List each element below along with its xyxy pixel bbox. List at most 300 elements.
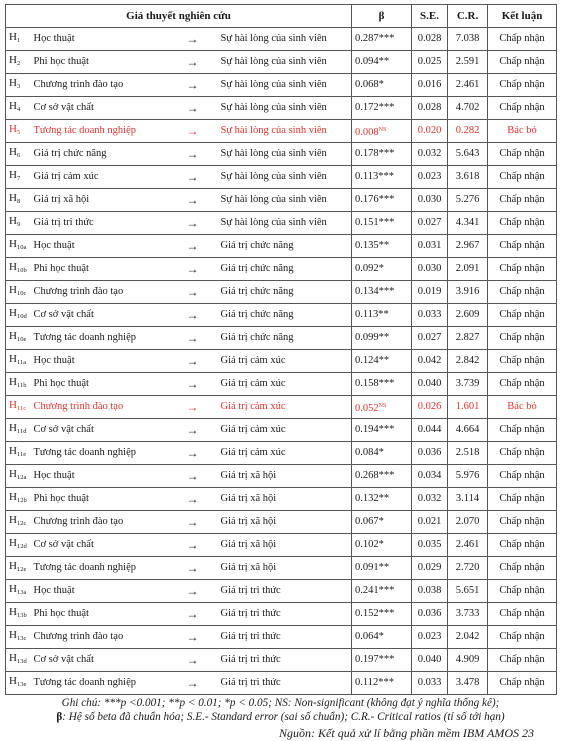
dependent-variable: Giá trị xã hội [217, 465, 352, 488]
hypothesis-letter: H [9, 652, 17, 664]
conclusion-value: Bác bỏ [488, 120, 557, 143]
beta-number: 0.152*** [355, 608, 395, 619]
dependent-variable: Giá trị xã hội [217, 534, 352, 557]
table-row [6, 51, 557, 74]
table-row [6, 580, 557, 603]
beta-number: 0.099** [355, 332, 390, 343]
header-se: S.E. [412, 5, 448, 28]
se-value: 0.025 [412, 51, 448, 74]
beta-number: 0.112*** [355, 677, 395, 688]
se-value: 0.027 [412, 212, 448, 235]
beta-value [352, 649, 412, 672]
se-value: 0.042 [412, 350, 448, 373]
cr-value: 2.827 [448, 327, 488, 350]
beta-value [352, 258, 412, 281]
arrow-right-icon: → [169, 120, 217, 143]
ns-marker: NS [378, 126, 387, 133]
cr-value: 5.651 [448, 580, 488, 603]
dependent-variable: Sự hài lòng của sinh viên [217, 97, 352, 120]
arrow-right-icon: → [169, 626, 217, 649]
conclusion-value: Chấp nhận [488, 74, 557, 97]
table-row [6, 350, 557, 373]
beta-number: 0.172*** [355, 102, 395, 113]
table-row [6, 143, 557, 166]
hypothesis-letter: H [9, 537, 17, 549]
table-row [6, 373, 557, 396]
dependent-variable: Sự hài lòng của sinh viên [217, 28, 352, 51]
arrow-right-icon: → [169, 235, 217, 258]
cr-value: 2.461 [448, 534, 488, 557]
beta-value [352, 488, 412, 511]
se-value: 0.019 [412, 281, 448, 304]
table-row [6, 419, 557, 442]
arrow-right-icon: → [169, 258, 217, 281]
dependent-variable: Giá trị xã hội [217, 511, 352, 534]
table-row [6, 120, 557, 143]
hypothesis-number: 11e [16, 451, 27, 458]
independent-variable: Tương tác doanh nghiệp [32, 672, 169, 695]
arrow-right-icon: → [169, 580, 217, 603]
beta-number: 0.084* [355, 447, 384, 458]
cr-value: 5.276 [448, 189, 488, 212]
table-body [6, 28, 557, 695]
hypothesis-number: 13b [16, 612, 27, 619]
se-value: 0.026 [412, 396, 448, 419]
table-row [6, 166, 557, 189]
arrow-right-icon: → [169, 465, 217, 488]
beta-value [352, 534, 412, 557]
table-row [6, 672, 557, 695]
beta-number: 0.194*** [355, 424, 395, 435]
beta-number: 0.176*** [355, 194, 395, 205]
hypothesis-letter: H [9, 422, 17, 434]
arrow-right-icon: → [169, 189, 217, 212]
independent-variable: Học thuật [32, 580, 169, 603]
hypothesis-number: 4 [16, 106, 21, 113]
arrow-right-icon: → [169, 488, 217, 511]
independent-variable: Tương tác doanh nghiệp [32, 327, 169, 350]
hypothesis-number: 6 [16, 152, 21, 159]
hypothesis-id [6, 580, 32, 603]
table-row [6, 557, 557, 580]
se-value: 0.034 [412, 465, 448, 488]
beta-number: 0.094** [355, 56, 390, 67]
dependent-variable: Sự hài lòng của sinh viên [217, 166, 352, 189]
beta-value [352, 281, 412, 304]
dependent-variable: Giá trị cảm xúc [217, 442, 352, 465]
independent-variable: Phi học thuật [32, 603, 169, 626]
conclusion-value: Chấp nhận [488, 534, 557, 557]
se-value: 0.036 [412, 603, 448, 626]
independent-variable: Giá trị tri thức [32, 212, 169, 235]
independent-variable: Học thuật [32, 28, 169, 51]
se-value: 0.032 [412, 488, 448, 511]
hypothesis-letter: H [9, 675, 17, 687]
header-conclusion: Kết luận [488, 5, 557, 28]
beta-number: 0.067* [355, 516, 384, 527]
dependent-variable: Giá trị chức năng [217, 281, 352, 304]
beta-value [352, 396, 412, 419]
conclusion-value: Chấp nhận [488, 28, 557, 51]
arrow-right-icon: → [169, 603, 217, 626]
table-row [6, 235, 557, 258]
hypothesis-id [6, 166, 32, 189]
conclusion-value: Chấp nhận [488, 281, 557, 304]
hypothesis-letter: H [9, 353, 17, 365]
arrow-right-icon: → [169, 557, 217, 580]
hypothesis-letter: H [9, 169, 17, 181]
hypothesis-number: 11c [16, 405, 27, 412]
dependent-variable: Sự hài lòng của sinh viên [217, 212, 352, 235]
hypothesis-id [6, 419, 32, 442]
table-row [6, 603, 557, 626]
hypothesis-id [6, 304, 32, 327]
beta-number: 0.113** [355, 309, 389, 320]
arrow-right-icon: → [169, 281, 217, 304]
se-value: 0.033 [412, 304, 448, 327]
hypothesis-id [6, 534, 32, 557]
hypothesis-letter: H [9, 54, 17, 66]
arrow-right-icon: → [169, 304, 217, 327]
se-value: 0.032 [412, 143, 448, 166]
hypothesis-letter: H [9, 445, 17, 457]
se-value: 0.020 [412, 120, 448, 143]
cr-value: 1.601 [448, 396, 488, 419]
beta-value [352, 557, 412, 580]
hypothesis-letter: H [9, 583, 17, 595]
hypothesis-letter: H [9, 192, 17, 204]
arrow-right-icon: → [169, 143, 217, 166]
cr-value: 2.842 [448, 350, 488, 373]
arrow-right-icon: → [169, 442, 217, 465]
beta-value [352, 580, 412, 603]
hypothesis-id [6, 603, 32, 626]
hypothesis-id [6, 97, 32, 120]
dependent-variable: Giá trị tri thức [217, 580, 352, 603]
table-row [6, 28, 557, 51]
hypothesis-number: 7 [16, 175, 21, 182]
beta-number: 0.158*** [355, 378, 395, 389]
cr-value: 3.733 [448, 603, 488, 626]
hypothesis-test-table [5, 4, 557, 695]
conclusion-value: Chấp nhận [488, 258, 557, 281]
conclusion-value: Chấp nhận [488, 649, 557, 672]
beta-number: 0.092* [355, 263, 384, 274]
independent-variable: Chương trình đào tạo [32, 626, 169, 649]
abbreviation-note [5, 710, 556, 724]
hypothesis-id [6, 28, 32, 51]
independent-variable: Phi học thuật [32, 258, 169, 281]
table-row [6, 304, 557, 327]
hypothesis-number: 3 [16, 83, 21, 90]
arrow-right-icon: → [169, 511, 217, 534]
independent-variable: Cơ sở vật chất [32, 419, 169, 442]
conclusion-value: Chấp nhận [488, 373, 557, 396]
hypothesis-id [6, 511, 32, 534]
cr-value: 5.643 [448, 143, 488, 166]
se-value: 0.029 [412, 557, 448, 580]
table-header-row [6, 5, 557, 28]
beta-value [352, 74, 412, 97]
beta-number: 0.068* [355, 79, 384, 90]
hypothesis-number: 13c [16, 635, 27, 642]
conclusion-value: Chấp nhận [488, 97, 557, 120]
hypothesis-id [6, 626, 32, 649]
abbreviation-text: : Hệ số beta đã chuẩn hóa; S.E.- Standard error (sai số chuẩn); C.R.- Critical ratios (tỉ số tới hạn) [62, 711, 505, 723]
hypothesis-id [6, 281, 32, 304]
hypothesis-letter: H [9, 560, 17, 572]
hypothesis-id [6, 143, 32, 166]
hypothesis-letter: H [9, 307, 17, 319]
dependent-variable: Giá trị cảm xúc [217, 350, 352, 373]
conclusion-value: Chấp nhận [488, 442, 557, 465]
dependent-variable: Sự hài lòng của sinh viên [217, 120, 352, 143]
table-row [6, 327, 557, 350]
hypothesis-number: 11a [16, 359, 27, 366]
conclusion-value: Chấp nhận [488, 465, 557, 488]
arrow-right-icon: → [169, 97, 217, 120]
conclusion-value: Chấp nhận [488, 189, 557, 212]
hypothesis-letter: H [9, 146, 17, 158]
table-row [6, 74, 557, 97]
dependent-variable: Sự hài lòng của sinh viên [217, 143, 352, 166]
hypothesis-letter: H [9, 468, 17, 480]
hypothesis-letter: H [9, 77, 17, 89]
beta-number: 0.113*** [355, 171, 395, 182]
table-row [6, 534, 557, 557]
cr-value: 3.114 [448, 488, 488, 511]
conclusion-value: Chấp nhận [488, 212, 557, 235]
hypothesis-number: 11b [16, 382, 27, 389]
hypothesis-number: 10c [16, 290, 27, 297]
beta-value [352, 304, 412, 327]
hypothesis-id [6, 327, 32, 350]
se-value: 0.035 [412, 534, 448, 557]
table-row [6, 511, 557, 534]
beta-value [352, 120, 412, 143]
arrow-right-icon: → [169, 419, 217, 442]
beta-value [352, 442, 412, 465]
arrow-right-icon: → [169, 373, 217, 396]
conclusion-value: Chấp nhận [488, 166, 557, 189]
cr-value: 4.341 [448, 212, 488, 235]
arrow-right-icon: → [169, 350, 217, 373]
beta-value [352, 235, 412, 258]
source-note: Nguồn: Kết quả xử lí bằng phần mềm IBM AMOS 23 [279, 726, 534, 740]
se-value: 0.040 [412, 649, 448, 672]
hypothesis-number: 1 [16, 37, 21, 44]
beta-value [352, 143, 412, 166]
hypothesis-id [6, 120, 32, 143]
conclusion-value: Chấp nhận [488, 488, 557, 511]
hypothesis-letter: H [9, 215, 17, 227]
beta-number: 0.124** [355, 355, 390, 366]
conclusion-value: Chấp nhận [488, 143, 557, 166]
independent-variable: Chương trình đào tạo [32, 511, 169, 534]
hypothesis-id [6, 373, 32, 396]
beta-number: 0.178*** [355, 148, 395, 159]
hypothesis-letter: H [9, 629, 17, 641]
conclusion-value: Chấp nhận [488, 304, 557, 327]
hypothesis-number: 11d [16, 428, 27, 435]
dependent-variable: Sự hài lòng của sinh viên [217, 74, 352, 97]
hypothesis-number: 10e [16, 336, 27, 343]
table-row [6, 189, 557, 212]
hypothesis-letter: H [9, 330, 17, 342]
independent-variable: Học thuật [32, 235, 169, 258]
table-row [6, 488, 557, 511]
independent-variable: Cơ sở vật chất [32, 534, 169, 557]
dependent-variable: Giá trị cảm xúc [217, 396, 352, 419]
arrow-right-icon: → [169, 51, 217, 74]
hypothesis-number: 12d [16, 543, 27, 550]
hypothesis-number: 12c [16, 520, 27, 527]
table-row [6, 626, 557, 649]
beta-value [352, 511, 412, 534]
independent-variable: Giá trị xã hội [32, 189, 169, 212]
table-row [6, 281, 557, 304]
hypothesis-letter: H [9, 399, 17, 411]
dependent-variable: Giá trị chức năng [217, 327, 352, 350]
independent-variable: Chương trình đào tạo [32, 396, 169, 419]
significance-note: Ghi chú: ***p <0.001; **p < 0.01; *p < 0.05; NS: Non-significant (không đạt ý nghĩa thống kê); [61, 697, 500, 709]
beta-number: 0.091** [355, 562, 390, 573]
dependent-variable: Giá trị tri thức [217, 603, 352, 626]
arrow-right-icon: → [169, 396, 217, 419]
dependent-variable: Giá trị chức năng [217, 235, 352, 258]
hypothesis-number: 13e [16, 681, 27, 688]
se-value: 0.038 [412, 580, 448, 603]
hypothesis-id [6, 442, 32, 465]
cr-value: 2.518 [448, 442, 488, 465]
table-row [6, 212, 557, 235]
se-value: 0.031 [412, 235, 448, 258]
hypothesis-number: 5 [16, 129, 21, 136]
conclusion-value: Chấp nhận [488, 603, 557, 626]
independent-variable: Cơ sở vật chất [32, 649, 169, 672]
beta-value [352, 465, 412, 488]
cr-value: 5.976 [448, 465, 488, 488]
beta-value [352, 28, 412, 51]
hypothesis-id [6, 51, 32, 74]
dependent-variable: Giá trị xã hội [217, 488, 352, 511]
beta-value [352, 189, 412, 212]
hypothesis-id [6, 235, 32, 258]
beta-value [352, 350, 412, 373]
cr-value: 4.702 [448, 97, 488, 120]
table-row [6, 442, 557, 465]
conclusion-value: Chấp nhận [488, 580, 557, 603]
beta-number: 0.064* [355, 631, 384, 642]
dependent-variable: Giá trị cảm xúc [217, 373, 352, 396]
beta-number: 0.008 [355, 126, 379, 138]
se-value: 0.033 [412, 672, 448, 695]
beta-symbol: β [56, 711, 63, 723]
arrow-right-icon: → [169, 534, 217, 557]
se-value: 0.028 [412, 28, 448, 51]
conclusion-value: Chấp nhận [488, 672, 557, 695]
hypothesis-number: 10a [16, 244, 27, 251]
cr-value: 3.478 [448, 672, 488, 695]
beta-value [352, 626, 412, 649]
results-sheet [5, 4, 556, 741]
conclusion-value: Chấp nhận [488, 350, 557, 373]
hypothesis-number: 12e [16, 566, 27, 573]
independent-variable: Giá trị cảm xúc [32, 166, 169, 189]
se-value: 0.028 [412, 97, 448, 120]
hypothesis-letter: H [9, 376, 17, 388]
cr-value: 2.461 [448, 74, 488, 97]
hypothesis-id [6, 557, 32, 580]
independent-variable: Học thuật [32, 350, 169, 373]
hypothesis-number: 10d [16, 313, 27, 320]
hypothesis-number: 13a [16, 589, 27, 596]
dependent-variable: Giá trị xã hội [217, 557, 352, 580]
hypothesis-id [6, 488, 32, 511]
beta-number: 0.134*** [355, 286, 395, 297]
cr-value: 3.739 [448, 373, 488, 396]
hypothesis-number: 10b [16, 267, 27, 274]
hypothesis-letter: H [9, 284, 17, 296]
cr-value: 3.916 [448, 281, 488, 304]
hypothesis-letter: H [9, 100, 17, 112]
cr-value: 2.091 [448, 258, 488, 281]
cr-value: 0.282 [448, 120, 488, 143]
table-notes [5, 696, 556, 741]
beta-value [352, 97, 412, 120]
beta-value [352, 672, 412, 695]
se-value: 0.023 [412, 166, 448, 189]
independent-variable: Chương trình đào tạo [32, 281, 169, 304]
cr-value: 2.720 [448, 557, 488, 580]
table-row [6, 97, 557, 120]
beta-value [352, 419, 412, 442]
hypothesis-number: 12a [16, 474, 27, 481]
ns-marker: NS [378, 402, 387, 409]
beta-number: 0.268*** [355, 470, 395, 481]
dependent-variable: Sự hài lòng của sinh viên [217, 51, 352, 74]
beta-number: 0.287*** [355, 33, 395, 44]
header-hypothesis: Giả thuyết nghiên cứu [6, 5, 352, 28]
conclusion-value: Chấp nhận [488, 419, 557, 442]
header-beta: β [352, 5, 412, 28]
hypothesis-id [6, 672, 32, 695]
arrow-right-icon: → [169, 672, 217, 695]
hypothesis-id [6, 465, 32, 488]
cr-value: 2.070 [448, 511, 488, 534]
beta-value [352, 373, 412, 396]
dependent-variable: Giá trị cảm xúc [217, 419, 352, 442]
se-value: 0.027 [412, 327, 448, 350]
hypothesis-number: 2 [16, 60, 21, 67]
conclusion-value: Chấp nhận [488, 327, 557, 350]
cr-value: 2.967 [448, 235, 488, 258]
beta-number: 0.102* [355, 539, 384, 550]
se-value: 0.023 [412, 626, 448, 649]
independent-variable: Phi học thuật [32, 373, 169, 396]
arrow-right-icon: → [169, 649, 217, 672]
se-value: 0.044 [412, 419, 448, 442]
se-value: 0.016 [412, 74, 448, 97]
hypothesis-id [6, 189, 32, 212]
beta-number: 0.052 [355, 402, 379, 414]
se-value: 0.030 [412, 258, 448, 281]
beta-value [352, 51, 412, 74]
beta-value [352, 166, 412, 189]
dependent-variable: Sự hài lòng của sinh viên [217, 189, 352, 212]
cr-value: 7.038 [448, 28, 488, 51]
se-value: 0.030 [412, 189, 448, 212]
